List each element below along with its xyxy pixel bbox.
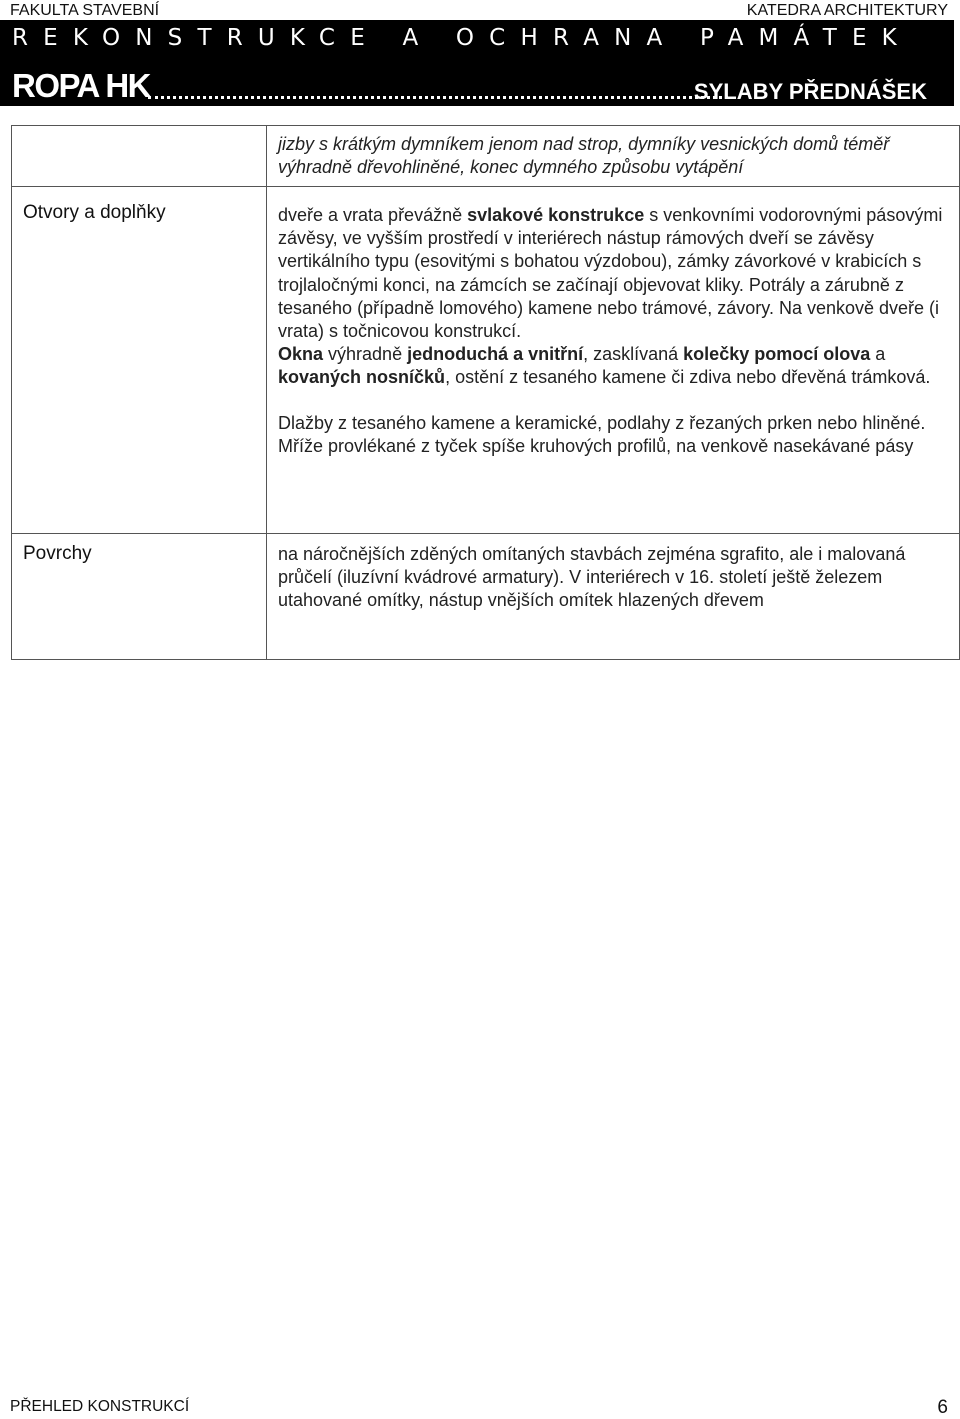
floors-paragraph: Dlažby z tesaného kamene a keramické, podlahy z řezaných prken nebo hliněné. Mříže provlékané z tyček spíše kruhových profilů, na venkově nasekávané pásy [278,412,926,456]
text-run: s venkovními vodorovnými pásovými závěsy, ve vyšším prostředí v interiérech nástup rámových dveří se závěsy vertikálního typu (esovitými s bohatou výzdobou), zámky závorkové v krabicích s trojlaločnými konci, na zámcích se začínají objevovat kliky. Potrály a zárubně z tesaného (případně lomového) kamene nebo trámové, závory. Na venkově dveře (i vrata) s točnicovou konstrukcí. [278,205,943,342]
surfaces-paragraph: na náročnějších zděných omítaných stavbách zejména sgrafito, ale i malovaná průčelí (iluzívní kvádrové armatury). V interiérech v 16. století ještě železem utahované omítky, nástup vnějších omítek hlazených dřevem [278,544,906,611]
table-row [12,534,960,660]
text-run: a [870,344,886,365]
row-label-cell [12,187,267,534]
department-name: KATEDRA ARCHITEKTURY [746,2,948,19]
row-label-povrchy: Povrchy [23,543,92,564]
row-label-cell [12,126,267,187]
text-run-bold: kovaných nosníčků [278,367,446,388]
text-run-bold: svlakové konstrukce [467,205,645,225]
dotted-leader [148,96,728,99]
row-text-cell [267,534,960,660]
row-label-otvory: Otvory a doplňky [23,202,166,223]
table-row [12,126,960,187]
page-number: 6 [937,1397,948,1418]
content-table [11,125,960,660]
windows-paragraph [267,343,959,389]
doors-paragraph [267,187,959,343]
text-run: dveře a vrata převážně [278,205,468,225]
document-type: SYLABY PŘEDNÁŠEK [693,79,927,104]
table-row [12,187,960,534]
faculty-name: FAKULTA STAVEBNÍ [10,2,160,19]
text-run-bold: kolečky pomocí olova [683,344,871,365]
title-banner [0,20,954,106]
page-header [0,0,960,22]
text-run-bold: jednoduchá a vnitřní [407,344,584,365]
text-run: výhradně [323,344,408,365]
course-code: ROPA HK [12,67,150,104]
row-text-cell [267,187,960,534]
row-label-cell [12,534,267,660]
text-run: , ostění z tesaného kamene či zdiva nebo dřevěná trámková. [445,367,931,388]
row-text: jizby s krátkým dymníkem jenom nad strop, dymníky vesnických domů téměř výhradně dřevohliněné, konec dymného způsobu vytápění [278,134,890,178]
text-run: , zasklívaná [583,344,684,365]
footer-section-title: PŘEHLED KONSTRUKCÍ [10,1398,190,1415]
course-title: REKONSTRUKCE A OCHRANA PAMÁTEK [12,25,912,51]
row-text-cell [267,126,960,187]
text-run-bold: Okna [278,344,324,365]
